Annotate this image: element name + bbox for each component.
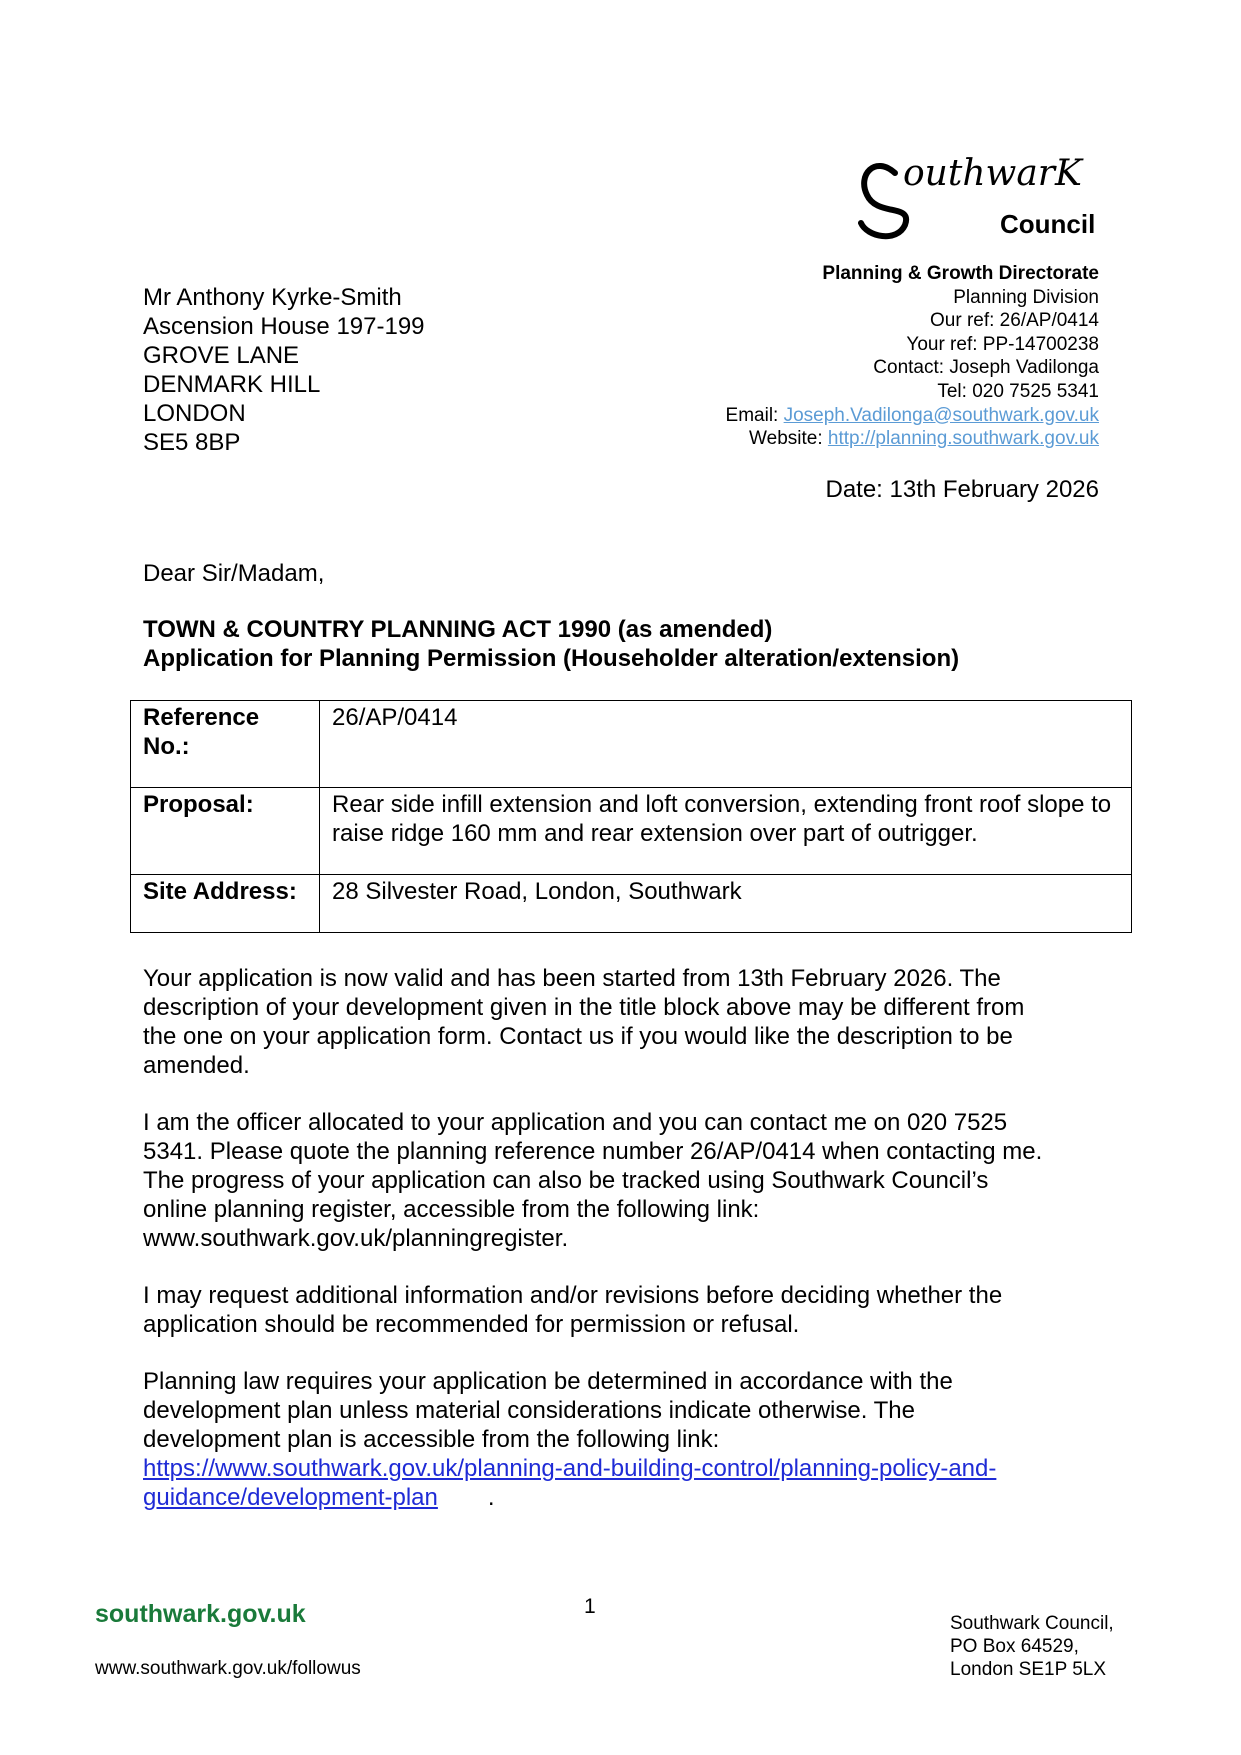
logo-graphic <box>855 125 1100 240</box>
footer-address <box>950 1612 1114 1681</box>
paragraph-line: I may request additional information and/or revisions before deciding whether the <box>143 1282 1003 1309</box>
contact-tel: Tel: 020 7525 5341 <box>937 380 1099 402</box>
proposal-label: Proposal: <box>131 788 320 875</box>
footer-address-line: London SE1P 5LX <box>950 1659 1107 1680</box>
table-row <box>131 701 1132 788</box>
contact-name: Contact: Joseph Vadilonga <box>873 357 1099 379</box>
recipient-line: GROVE LANE <box>143 342 300 369</box>
footer-address-line: Southwark Council, <box>950 1613 1114 1634</box>
application-details-table <box>130 700 1132 933</box>
paragraph-line <box>143 1483 1103 1512</box>
heading-act: TOWN & COUNTRY PLANNING ACT 1990 (as amended) <box>143 616 773 643</box>
paragraph-line: development plan unless material considerations indicate otherwise. The <box>143 1397 915 1424</box>
paragraph-validity <box>143 964 1103 1080</box>
site-address-label: Site Address: <box>131 875 320 933</box>
footer-brand[interactable]: southwark.gov.uk <box>95 1600 306 1628</box>
paragraph-line: online planning register, accessible from the following link: <box>143 1196 760 1223</box>
table-row <box>131 875 1132 933</box>
development-plan-link-part1[interactable]: https://www.southwark.gov.uk/planning-and-building-control/planning-policy-and- <box>143 1455 997 1482</box>
paragraph-line: application should be recommended for permission or refusal. <box>143 1311 800 1338</box>
reference-label: Reference No.: <box>131 701 320 788</box>
recipient-line: SE5 8BP <box>143 429 241 456</box>
paragraph-line: the one on your application form. Contact us if you would like the description to be <box>143 1023 1013 1050</box>
recipient-line: Mr Anthony Kyrke-Smith <box>143 284 402 311</box>
paragraph-line: Planning law requires your application be determined in accordance with the <box>143 1368 953 1395</box>
our-ref: Our ref: 26/AP/0414 <box>930 310 1099 332</box>
salutation: Dear Sir/Madam, <box>143 560 325 587</box>
paragraph-line: Your application is now valid and has been started from 13th February 2026. The <box>143 965 1001 992</box>
website-label: Website: <box>749 428 828 450</box>
email-label: Email: <box>725 404 784 426</box>
recipient-line: Ascension House 197-199 <box>143 313 425 340</box>
recipient-line: LONDON <box>143 400 246 427</box>
letter-date: Date: 13th February 2026 <box>825 476 1099 503</box>
recipient-line: DENMARK HILL <box>143 371 321 398</box>
paragraph-line: www.southwark.gov.uk/planningregister. <box>143 1225 569 1252</box>
division: Planning Division <box>953 286 1099 308</box>
paragraph-officer <box>143 1108 1103 1253</box>
website-link[interactable]: http://planning.southwark.gov.uk <box>827 428 1099 450</box>
paragraph-line: description of your development given in the title block above may be different from <box>143 994 1025 1021</box>
paragraph-line: I am the officer allocated to your application and you can contact me on 020 7525 <box>143 1109 1008 1136</box>
development-plan-link-part2[interactable]: guidance/development-plan <box>143 1484 438 1511</box>
paragraph-planning-law <box>143 1367 1103 1512</box>
contact-website-row <box>726 427 1099 451</box>
table-row <box>131 788 1132 875</box>
letter-heading <box>143 615 959 673</box>
paragraph-line: 5341. Please quote the planning reference number 26/AP/0414 when contacting me. <box>143 1138 1043 1165</box>
page-number: 1 <box>584 1595 596 1618</box>
paragraph-revisions <box>143 1281 1103 1339</box>
paragraph-line <box>143 1454 1103 1483</box>
directorate: Planning & Growth Directorate <box>822 263 1099 284</box>
southwark-council-logo <box>855 125 1100 240</box>
your-ref: Your ref: PP-14700238 <box>906 333 1099 355</box>
paragraph-line: development plan is accessible from the following link: <box>143 1426 720 1453</box>
footer-follow-link[interactable]: www.southwark.gov.uk/followus <box>95 1658 361 1679</box>
email-link[interactable]: Joseph.Vadilonga@southwark.gov.uk <box>783 404 1099 426</box>
proposal-value: Rear side infill extension and loft conversion, extending front roof slope to raise ridge 160 mm and rear extension over part of outrigger. <box>320 788 1132 875</box>
site-address-value: 28 Silvester Road, London, Southwark <box>320 875 1132 933</box>
contact-block <box>726 262 1099 451</box>
paragraph-period: . <box>487 1484 495 1511</box>
recipient-address <box>143 283 425 457</box>
paragraph-line: The progress of your application can also be tracked using Southwark Council’s <box>143 1167 989 1194</box>
paragraph-line: amended. <box>143 1052 250 1079</box>
heading-application: Application for Planning Permission (Householder alteration/extension) <box>143 645 960 672</box>
contact-email-row <box>726 404 1099 428</box>
reference-value: 26/AP/0414 <box>320 701 1132 788</box>
svg-text:Council: Council <box>1000 209 1096 239</box>
footer-address-line: PO Box 64529, <box>950 1636 1079 1657</box>
svg-text:outhwarK: outhwarK <box>903 153 1082 194</box>
